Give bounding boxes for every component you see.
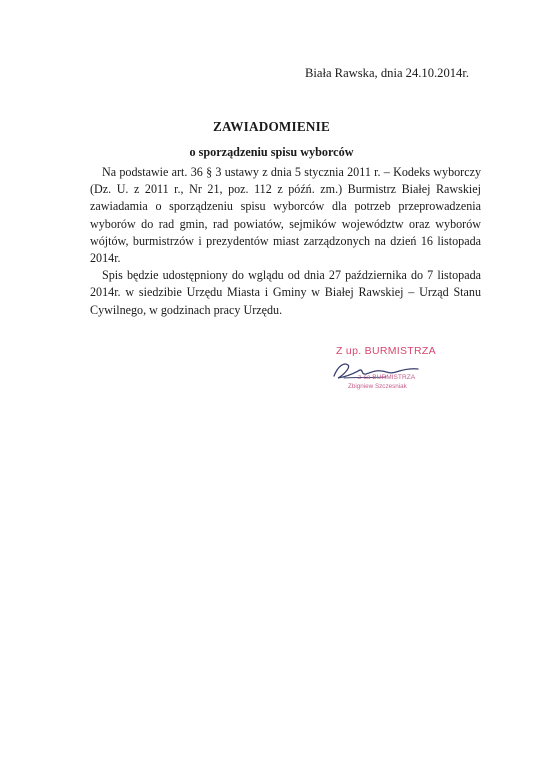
stamp-name-line: Zbigniew Szczesniak <box>348 383 407 390</box>
stamp-authorization-line: Z up. BURMISTRZA <box>336 345 436 357</box>
notice-subtitle: o sporządzeniu spisu wyborców <box>189 145 354 159</box>
body-paragraph: Na podstawie art. 36 § 3 ustawy z dnia 5 stycznia 2011 r. – Kodeks wyborczy (Dz. U. z 2011 r., Nr 21, poz. 112 z późń. zm.) Burmistrz Białej Rawskiej zawiadamia o sporządzeniu spisu wyborców dla potrzeb przeprowadzenia wyborów do rad gmin, rad powiatów, sejmików województw oraz wyborów wójtów, burmistrzów i prezydentów miast zarządzonych na dzień 16 listopada 2014r. <box>90 165 481 266</box>
stamp-position-line: z-ca BURMISTRZA <box>358 374 416 381</box>
notice-title: ZAWIADOMIENIE <box>213 119 330 134</box>
body-paragraph: Spis będzie udostępniony do wglądu od dnia 27 października do 7 listopada 2014r. w siedzibie Urzędu Miasta i Gminy w Białej Rawskiej – Urząd Stanu Cywilnego, w godzinach pracy Urzędu. <box>90 268 481 317</box>
document-date: Biała Rawska, dnia 24.10.2014r. <box>304 66 469 80</box>
notice-body <box>90 164 481 319</box>
